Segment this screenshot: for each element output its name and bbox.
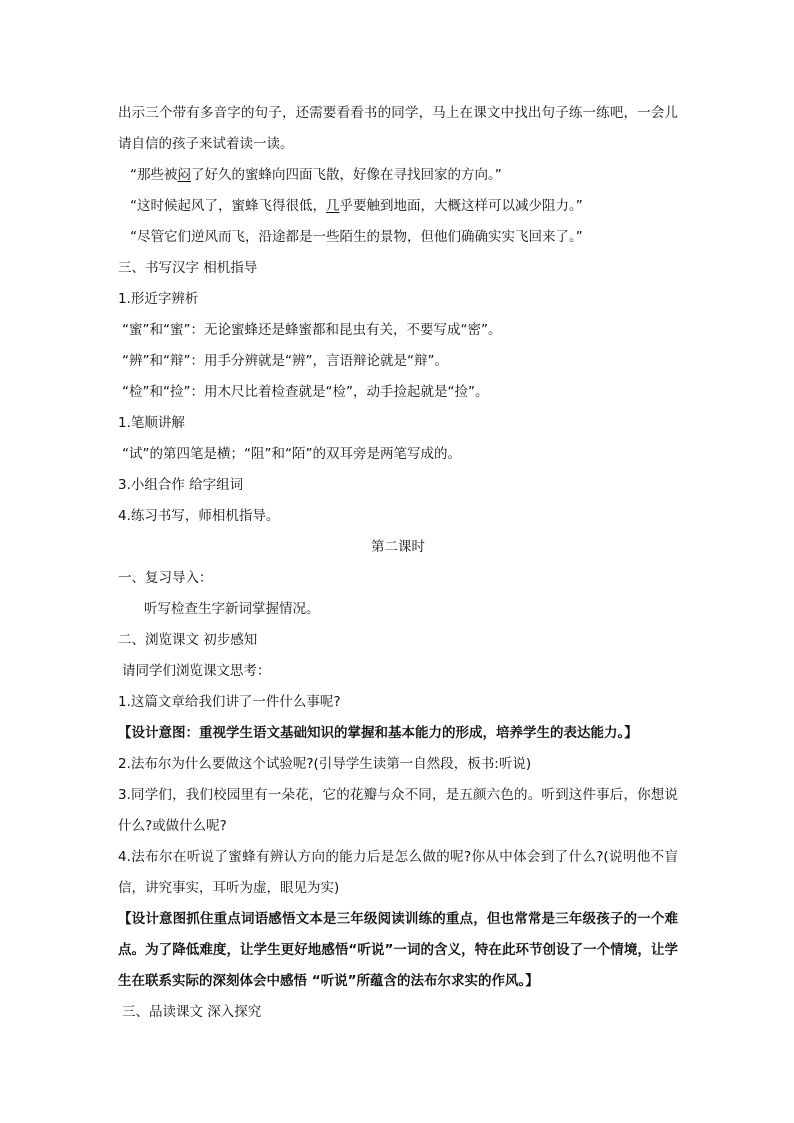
item-practice-writing: 4.练习书写，师相机指导。 (118, 508, 280, 524)
quote-1-part-a: “那些被 (130, 167, 178, 183)
item-similar-chars: 1.形近字辨析 (118, 291, 199, 307)
intro-paragraph: 出示三个带有多音字的句子，还需要看看书的同学，马上在课文中找出句子练一练吧，一会儿请自信的孩子来试着读一读。 (118, 105, 678, 152)
quote-2-part-a: “这时候起风了，蜜蜂飞得很低， (130, 198, 326, 214)
quote-sentence-3: “尽管它们逆风而飞，沿途都是一些陌生的景物，但他们确确实实飞回来了。” (130, 229, 583, 245)
similar-chars-mi: “蜜”和“蜜”：无论蜜蜂还是蜂蜜都和昆虫有关，不要写成“密”。 (122, 322, 502, 338)
stroke-order-note: “试”的第四笔是横；“阻”和“陌”的双耳旁是两笔写成的。 (122, 446, 461, 462)
design-intent-1: 【设计意图：重视学生语文基础知识的掌握和基本能力的形成，培养学生的表达能力。】 (118, 725, 638, 741)
quote-2-underlined-char: 几 (326, 198, 340, 214)
similar-chars-jian: “检”和“捡”：用木尺比着检查就是“检”，动手捡起就是“捡”。 (122, 384, 489, 400)
quote-1-underlined-char: 闷 (177, 167, 191, 183)
section-review: 一、复习导入： (118, 570, 213, 586)
browse-prompt: 请同学们浏览课文思考： (122, 663, 271, 679)
item-group-work: 3.小组合作 给字组词 (118, 477, 244, 493)
question-1: 1.这篇文章给我们讲了一件什么事呢? (118, 694, 341, 710)
section-heading-writing: 三、书写汉字 相机指导 (118, 260, 258, 276)
lesson-two-title: 第二课时 (371, 539, 425, 555)
section-deep-reading: 三、品读课文 深入探究 (122, 1004, 262, 1020)
quote-sentence-1 (118, 160, 678, 191)
similar-chars-bian: “辨”和“辩”：用手分辨就是“辨”，言语辩论就是“辩”。 (122, 353, 448, 369)
document-page (118, 98, 678, 1028)
question-3: 3.同学们，我们校园里有一朵花，它的花瓣与众不同，是五颜六色的。听到这件事后，你想说什么?或做什么呢? (118, 787, 678, 834)
quote-1-part-b: 了好久的蜜蜂向四面飞散，好像在寻找回家的方向。” (191, 167, 502, 183)
design-intent-2: 【设计意图抓住重点词语感悟文本是三年级阅读训练的重点，但也常常是三年级孩子的一个难点。为了降低难度，让学生更好地感悟“听说”一词的含义，特在此环节创设了一个情境，让学生在联系实际的深刻体会中感悟 “听说”所蕴含的法布尔求实的作风。】 (118, 911, 678, 989)
question-4: 4.法布尔在听说了蜜蜂有辨认方向的能力后是怎么做的呢?你从中体会到了什么?(说明他不盲信，讲究事实，耳听为虚，眼见为实) (118, 849, 678, 896)
review-dictation: 听写检查生字新词掌握情况。 (144, 601, 320, 617)
quote-2-part-b: 乎要触到地面，大概这样可以减少阻力。” (339, 198, 583, 214)
quote-sentence-2 (118, 191, 678, 222)
question-2: 2.法布尔为什么要做这个试验呢?(引导学生读第一自然段，板书:听说) (118, 756, 532, 772)
item-stroke-order: 1.笔顺讲解 (118, 415, 185, 431)
section-browse: 二、浏览课文 初步感知 (118, 632, 258, 648)
